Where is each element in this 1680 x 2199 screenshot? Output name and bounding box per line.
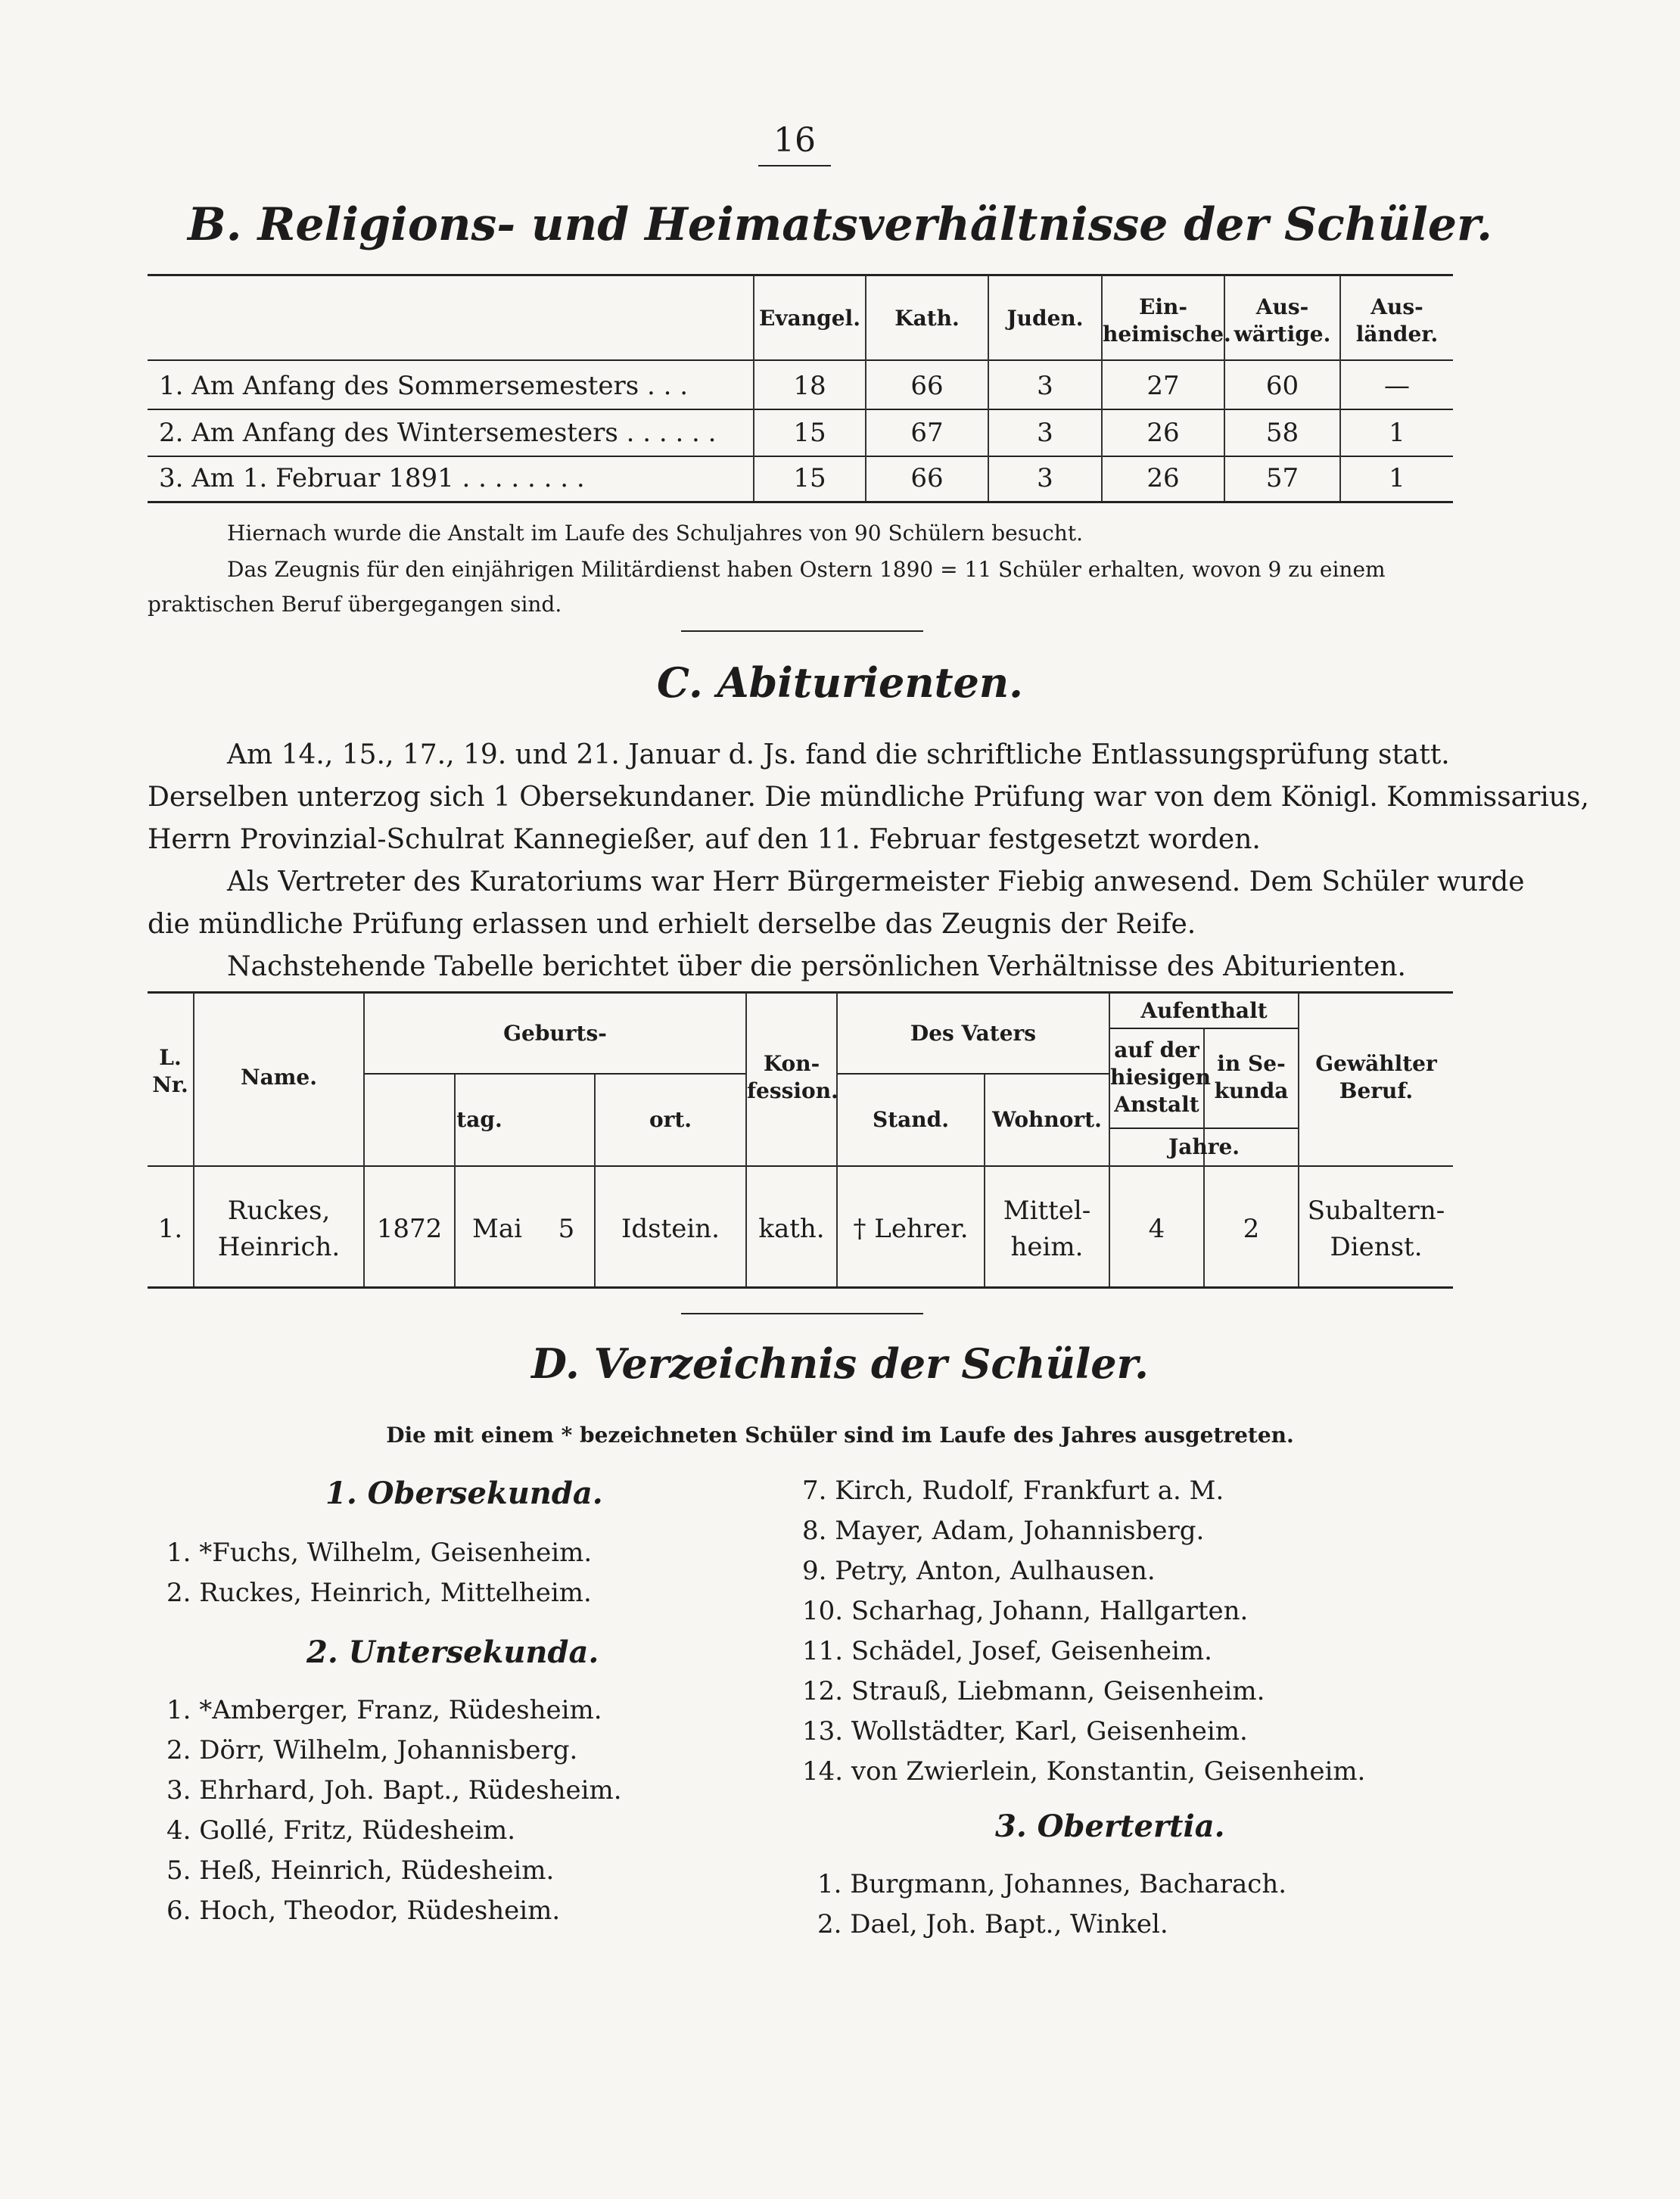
table-cell: 15 (793, 463, 826, 493)
cell-name: Ruckes, Heinrich. (217, 1196, 341, 1262)
table-cell: 27 (1146, 371, 1180, 401)
header-wohnort: Wohnort. (992, 1107, 1102, 1132)
header-juden: Juden. (1006, 306, 1084, 331)
row-label: 2. Am Anfang des Wintersemesters . . . . . . (159, 418, 717, 448)
section-b-note: Hiernach wurde die Anstalt im Laufe des Schuljahres von 90 Schülern besucht. (227, 521, 1083, 546)
list-item: 1. Burgmann, Johannes, Bacharach. (817, 1869, 1287, 1899)
table-cell: 67 (910, 418, 944, 448)
table-row-rule (148, 456, 1453, 457)
table-cell: 18 (793, 371, 826, 401)
header-auswaertige: Aus- wärtige. (1234, 294, 1331, 347)
table-cell: 26 (1146, 418, 1180, 448)
list-item: 14. von Zwierlein, Konstantin, Geisenheim. (802, 1756, 1366, 1787)
header-einheimische: Ein- heimische. (1103, 294, 1231, 347)
table-top-rule (148, 274, 1453, 276)
header-geburts: Geburts- (503, 1021, 607, 1046)
table-cell: 15 (793, 418, 826, 448)
paragraph-line: Herrn Provinzial-Schulrat Kannegießer, auf den 11. Februar festgesetzt worden. (148, 824, 1261, 855)
list-item: 2. Dörr, Wilhelm, Johannisberg. (166, 1735, 578, 1765)
group-heading-obersekunda: 1. Obersekunda. (325, 1476, 603, 1511)
list-item: 3. Ehrhard, Joh. Bapt., Rüdesheim. (166, 1775, 622, 1806)
header-evangel: Evangel. (759, 306, 860, 331)
cell-month: Mai (472, 1214, 522, 1244)
group-heading-obertertia: 3. Obertertia. (995, 1809, 1225, 1844)
group-heading-untersekunda: 2. Untersekunda. (306, 1634, 599, 1670)
paragraph-line: die mündliche Prüfung erlassen und erhielt derselbe das Zeugnis der Reife. (148, 909, 1196, 940)
header-aufenthalt: Aufenthalt (1140, 998, 1268, 1023)
sub-header-rule (363, 1073, 745, 1075)
page-number: 16 (773, 121, 816, 160)
section-b-note: Das Zeugnis für den einjährigen Militärdienst haben Ostern 1890 = 11 Schüler erhalten, wovon 9 zu einem (227, 557, 1386, 582)
row-label: 1. Am Anfang des Sommersemesters . . . (159, 371, 689, 401)
header-jahre: Jahre. (1168, 1134, 1240, 1159)
section-b-title: B. Religions- und Heimatsverhältnisse der Schüler. (187, 198, 1493, 251)
list-item: 1. *Amberger, Franz, Rüdesheim. (166, 1695, 602, 1725)
page-number-underline (758, 165, 831, 166)
header-tag: tag. (456, 1107, 502, 1132)
cell-ort: Idstein. (621, 1214, 720, 1244)
table-cell: 60 (1265, 371, 1299, 401)
table-cell: 66 (910, 371, 944, 401)
list-item: 10. Scharhag, Johann, Hallgarten. (802, 1596, 1249, 1626)
cell-stand: † Lehrer. (853, 1214, 969, 1244)
table-cell: 58 (1265, 418, 1299, 448)
section-b-note: praktischen Beruf übergegangen sind. (148, 592, 562, 617)
table-header-rule (148, 1165, 1453, 1167)
list-item: 4. Gollé, Fritz, Rüdesheim. (166, 1815, 516, 1846)
list-item: 12. Strauß, Liebmann, Geisenheim. (802, 1676, 1265, 1706)
table-top-rule (148, 991, 1453, 994)
list-item: 2. Ruckes, Heinrich, Mittelheim. (166, 1578, 592, 1608)
header-kath: Kath. (894, 306, 960, 331)
paragraph-line: Als Vertreter des Kuratoriums war Herr Bürgermeister Fiebig anwesend. Dem Schüler wurde (227, 866, 1525, 897)
list-item: 5. Heß, Heinrich, Rüdesheim. (166, 1855, 555, 1886)
header-stand: Stand. (873, 1107, 949, 1132)
header-des-vaters: Des Vaters (910, 1021, 1037, 1046)
header-name: Name. (241, 1065, 317, 1090)
header-auf-der-anstalt: auf der hiesigen Anstalt (1110, 1037, 1211, 1117)
header-auslaender: Aus- länder. (1355, 294, 1439, 347)
table-cell: 1 (1389, 418, 1405, 448)
section-d-title: D. Verzeichnis der Schüler. (531, 1339, 1149, 1388)
cell-lnr: 1. (157, 1214, 183, 1244)
section-d-note: Die mit einem * bezeichneten Schüler sind im Laufe des Jahres ausgetreten. (386, 1423, 1294, 1448)
header-konfession: Kon- fession. (747, 1051, 838, 1103)
list-item: 11. Schädel, Josef, Geisenheim. (802, 1636, 1212, 1666)
list-item: 1. *Fuchs, Wilhelm, Geisenheim. (166, 1538, 593, 1568)
cell-wohnort: Mittel- heim. (1003, 1196, 1091, 1262)
list-item: 7. Kirch, Rudolf, Frankfurt a. M. (802, 1476, 1224, 1506)
paragraph-line: Am 14., 15., 17., 19. und 21. Januar d. Js. fand die schriftliche Entlassungsprüfung statt. (227, 739, 1450, 770)
cell-beruf: Subaltern- Dienst. (1307, 1196, 1445, 1262)
cell-day: 5 (558, 1214, 575, 1244)
section-divider (681, 1313, 923, 1314)
cell-anstalt-jahre: 4 (1148, 1214, 1165, 1244)
paragraph-line: Derselben unterzog sich 1 Obersekundaner. Die mündliche Prüfung war von dem Königl. Kommissarius, (148, 782, 1589, 813)
table-cell: 57 (1265, 463, 1299, 493)
table-cell: 3 (1037, 418, 1053, 448)
cell-sekunda-jahre: 2 (1243, 1214, 1260, 1244)
table-bottom-rule (148, 1286, 1453, 1289)
sub-header-rule (836, 1073, 1109, 1075)
table-cell: 66 (910, 463, 944, 493)
list-item: 8. Mayer, Adam, Johannisberg. (802, 1516, 1205, 1546)
cell-year: 1872 (376, 1214, 443, 1244)
header-in-sekunda: in Se- kunda (1214, 1051, 1289, 1103)
paragraph-line: Nachstehende Tabelle berichtet über die persönlichen Verhältnisse des Abiturienten. (227, 951, 1406, 982)
header-lnr: L. Nr. (152, 1045, 188, 1097)
header-beruf: Gewählter Beruf. (1315, 1051, 1437, 1103)
table-bottom-rule (148, 501, 1453, 503)
table-row-rule (148, 409, 1453, 410)
table-header-rule (148, 359, 1453, 361)
header-ort: ort. (649, 1107, 692, 1132)
table-cell: 1 (1389, 463, 1405, 493)
table-cell: — (1384, 371, 1410, 401)
cell-konfession: kath. (758, 1214, 825, 1244)
table-cell: 26 (1146, 463, 1180, 493)
row-label: 3. Am 1. Februar 1891 . . . . . . . . (159, 463, 585, 493)
list-item: 2. Dael, Joh. Bapt., Winkel. (817, 1909, 1168, 1939)
table-cell: 3 (1037, 371, 1053, 401)
table-cell: 3 (1037, 463, 1053, 493)
list-item: 9. Petry, Anton, Aulhausen. (802, 1556, 1156, 1586)
section-divider (681, 630, 923, 632)
list-item: 13. Wollstädter, Karl, Geisenheim. (802, 1716, 1248, 1746)
section-c-title: C. Abiturienten. (657, 658, 1023, 707)
list-item: 6. Hoch, Theodor, Rüdesheim. (166, 1896, 561, 1926)
